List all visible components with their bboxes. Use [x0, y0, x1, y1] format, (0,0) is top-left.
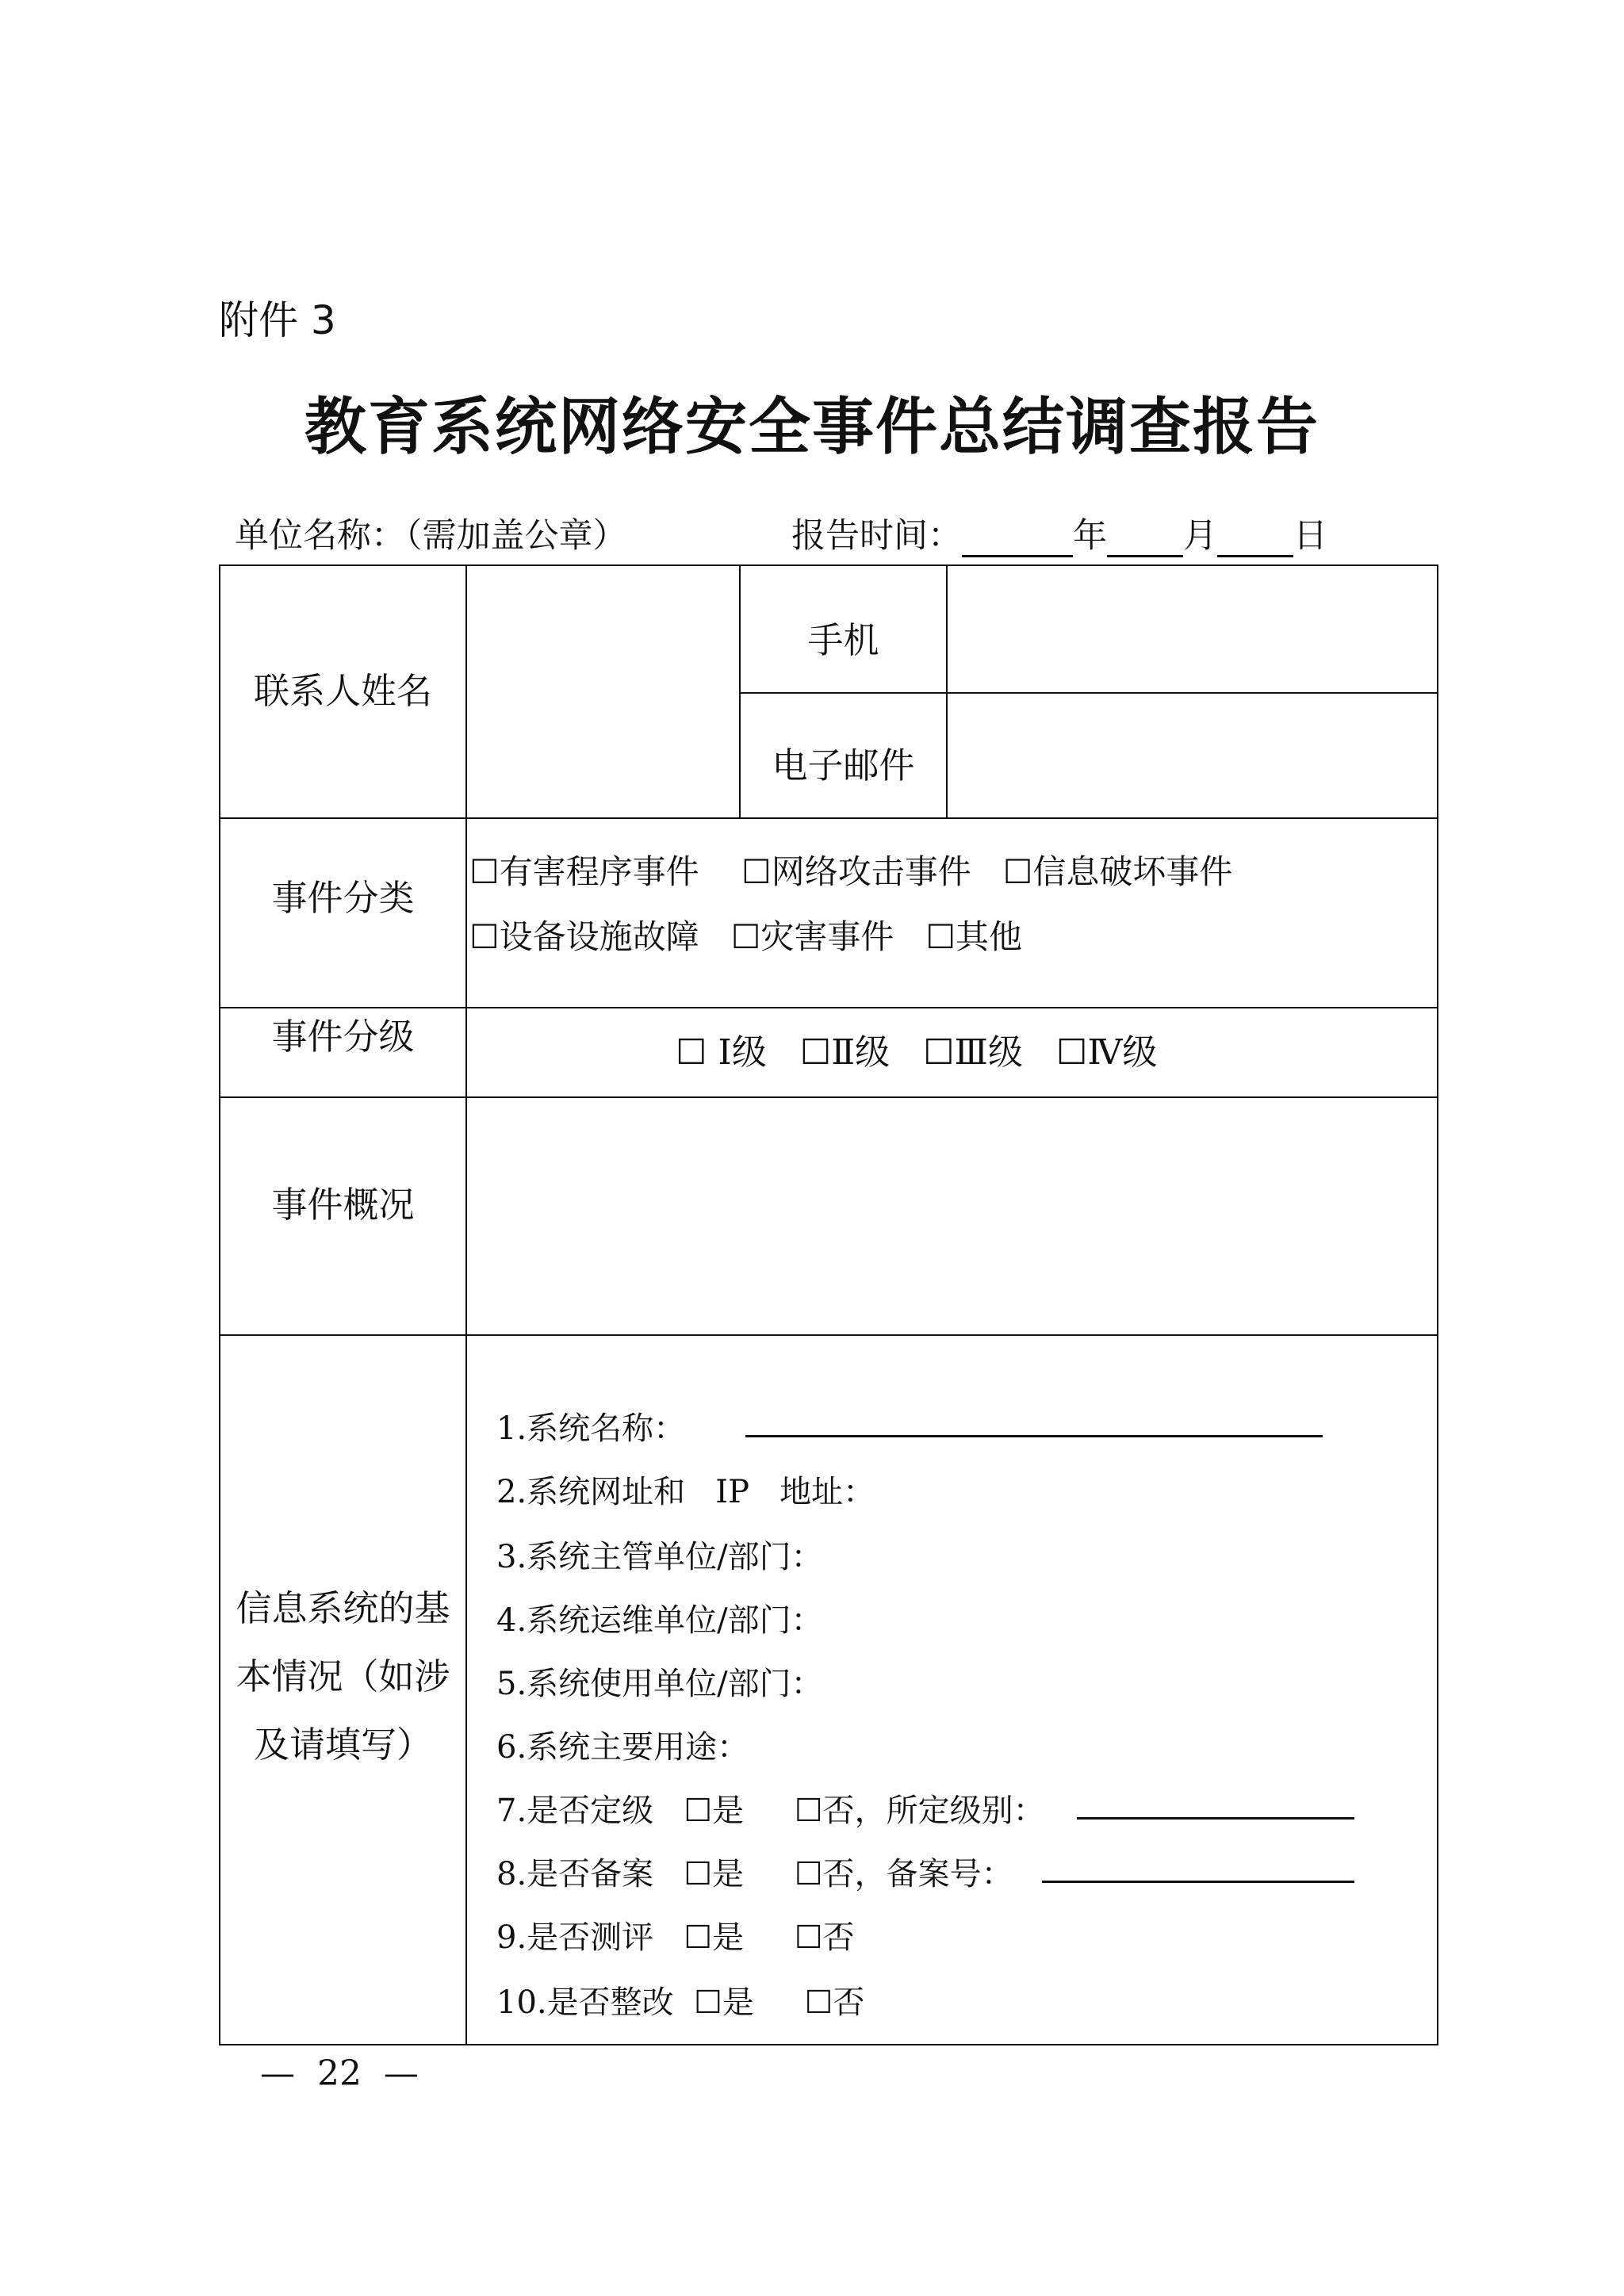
day-blank[interactable]: [1217, 523, 1293, 557]
contact-name-label: 联系人姓名: [253, 670, 432, 712]
system-name-blank[interactable]: [745, 1435, 1323, 1437]
rectification-item[interactable]: 10.是否整改 ☐是 ☐否: [496, 1984, 865, 2021]
year-label: 年: [1073, 516, 1107, 556]
event-level-label: 事件分级: [271, 1016, 415, 1058]
report-time-label: 报告时间：: [791, 516, 962, 556]
event-category-label: 事件分类: [271, 877, 415, 919]
phone-input-cell[interactable]: [946, 564, 1438, 694]
category-options-row-2[interactable]: ☐设备设施故障 ☐灾害事件 ☐其他: [469, 917, 1023, 956]
day-label: 日: [1293, 516, 1327, 556]
attachment-label: 附件 3: [219, 297, 336, 343]
report-time-line: [791, 509, 1327, 557]
grading-level-blank[interactable]: [1077, 1817, 1354, 1820]
system-user-item: 5.系统使用单位/部门：: [496, 1666, 823, 1702]
contact-name-input-cell[interactable]: [465, 564, 741, 819]
email-label: 电子邮件: [772, 744, 915, 786]
event-overview-input-cell[interactable]: [465, 1096, 1438, 1336]
system-owner-item: 3.系统主管单位/部门：: [496, 1539, 823, 1575]
filing-item[interactable]: 8.是否备案 ☐是 ☐否，备案号：: [496, 1856, 1013, 1892]
year-blank[interactable]: [962, 523, 1073, 557]
system-info-label-line-3: 及请填写）: [253, 1724, 432, 1766]
event-overview-label: 事件概况: [271, 1184, 415, 1226]
page-number: — 22 —: [260, 2053, 419, 2094]
page-title: 教育系统网络安全事件总结调查报告: [304, 392, 1320, 463]
system-purpose-item: 6.系统主要用途：: [496, 1729, 749, 1766]
grading-item[interactable]: 7.是否定级 ☐是 ☐否，所定级别：: [496, 1793, 1045, 1829]
category-options-row-1[interactable]: ☐有害程序事件 ☐网络攻击事件 ☐信息破坏事件: [469, 852, 1233, 891]
system-name-item: 1.系统名称：: [496, 1410, 686, 1447]
month-blank[interactable]: [1107, 523, 1183, 557]
system-info-label-line-2: 本情况（如涉: [236, 1655, 450, 1697]
system-info-label: [219, 1575, 467, 1779]
system-ops-item: 4.系统运维单位/部门：: [496, 1602, 823, 1639]
email-input-cell[interactable]: [946, 692, 1438, 819]
assessment-item[interactable]: 9.是否测评 ☐是 ☐否: [496, 1919, 855, 1956]
system-info-label-line-1: 信息系统的基: [236, 1587, 450, 1629]
unit-name-label: 单位名称：（需加盖公章）: [235, 516, 627, 556]
system-url-ip-item: 2.系统网址和 IP 地址：: [496, 1474, 875, 1510]
phone-label: 手机: [807, 619, 879, 661]
month-label: 月: [1183, 516, 1217, 556]
filing-number-blank[interactable]: [1042, 1881, 1354, 1883]
event-level-options[interactable]: ☐ Ⅰ级 ☐Ⅱ级 ☐Ⅲ级 ☐Ⅳ级: [676, 1032, 1158, 1073]
